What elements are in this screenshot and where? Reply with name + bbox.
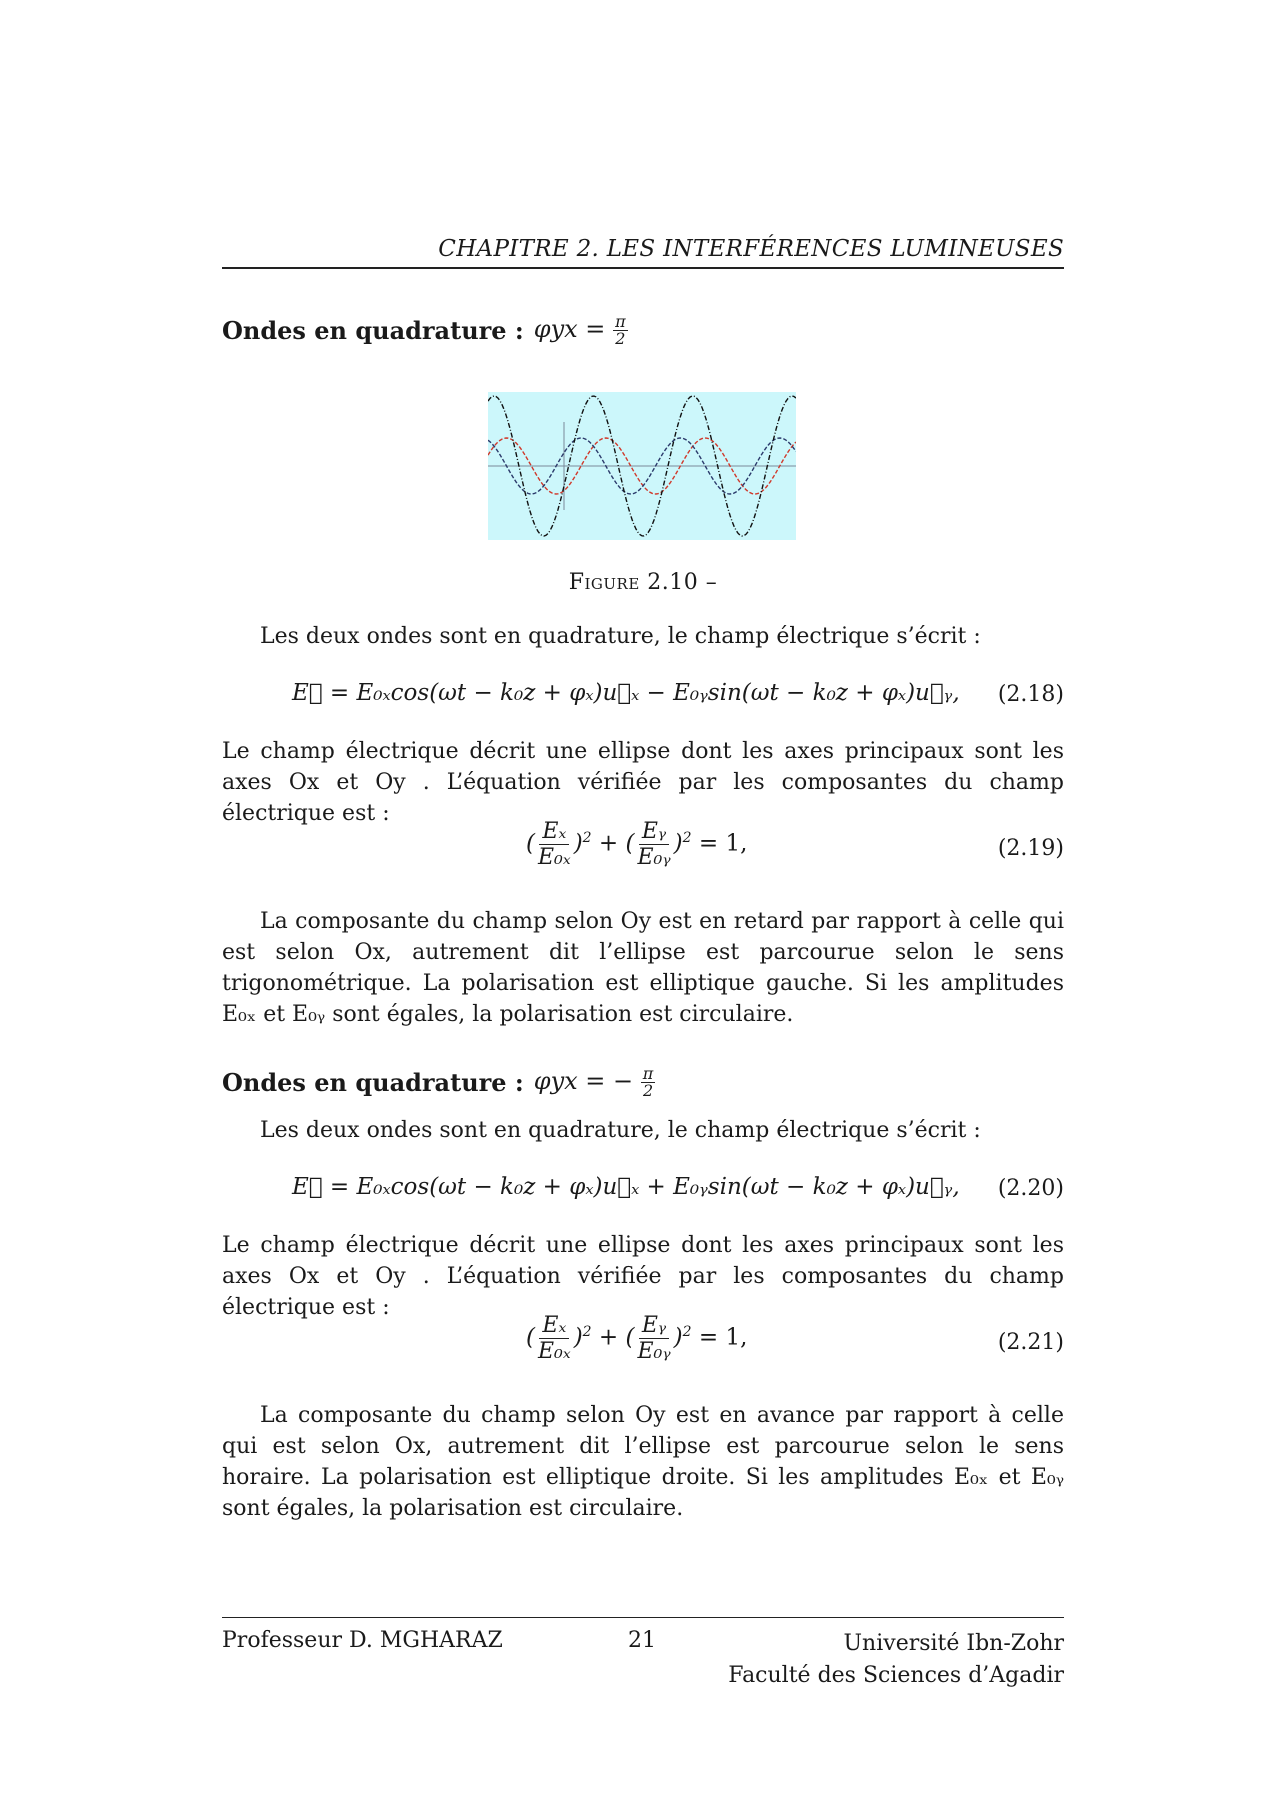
conclusion-paragraph-2: La composante du champ selon Oy est en avance par rapport à celle qui est selon Ox, autrement dit l’ellipse est parcourue selon le sens horaire. La polarisation est elliptique droite. Si les amplitudes E₀ₓ et E₀ᵧ sont égales, la polarisation est circulaire. (222, 1403, 1064, 1521)
footer-faculty: Faculté des Sciences d’Agadir (728, 1663, 1064, 1688)
footer-author: Professeur D. MGHARAZ (222, 1628, 503, 1653)
eq219-frac1: $\frac{\text{Eₓ}}{\text{E₀ₓ}}$ (537, 819, 571, 871)
equation-number-2-18: (2.18) (997, 682, 1064, 707)
equation-number-2-19: (2.19) (997, 836, 1064, 861)
page-number: 21 (628, 1628, 656, 1653)
equation-number-2-21: (2.21) (997, 1330, 1064, 1355)
description-paragraph-1: Le champ électrique décrit une ellipse dont les axes principaux sont les axes Ox et Oy . L’équation vérifiée par les composantes du champ électrique est : (222, 739, 1064, 826)
section-heading-2-phase: φyx = − $\frac{\pi}{2}$ (533, 1064, 654, 1100)
phase-fraction-1: $\frac{\pi}{2}$ (615, 312, 626, 348)
running-header: CHAPITRE 2. LES INTERFÉRENCES LUMINEUSES (438, 236, 1064, 262)
intro-paragraph-1: Les deux ondes sont en quadrature, le champ électrique s’écrit : (260, 624, 981, 649)
section-heading-2 (222, 1066, 655, 1099)
equation-number-2-20: (2.20) (997, 1176, 1064, 1201)
footer-institution (728, 1628, 1064, 1692)
description-paragraph-2: Le champ électrique décrit une ellipse dont les axes principaux sont les axes Ox et Oy . L’équation vérifiée par les composantes du champ électrique est : (222, 1233, 1064, 1320)
section-heading-1-label: Ondes en quadrature : (222, 316, 524, 345)
footer-university: Université Ibn-Zohr (843, 1631, 1064, 1656)
figure-caption: Figure 2.10 – (568, 570, 718, 595)
section-heading-2-label: Ondes en quadrature : (222, 1068, 524, 1097)
intro-paragraph-2: Les deux ondes sont en quadrature, le champ électrique s’écrit : (260, 1118, 981, 1143)
eq219-frac2: $\frac{\text{Eᵧ}}{\text{E₀ᵧ}}$ (637, 819, 671, 871)
equation-2-21: ( $\frac{\text{Eₓ}}{\text{E₀ₓ}}$ )$^2$ + ( $\frac{\text{Eᵧ}}{\text{E₀ᵧ}}$ )$^2$ = 1, (526, 1313, 748, 1365)
eq221-frac2: $\frac{\text{Eᵧ}}{\text{E₀ᵧ}}$ (637, 1313, 671, 1365)
section-heading-1 (222, 314, 628, 347)
wave-figure (488, 392, 796, 540)
section-heading-1-phase: φyx = $\frac{\pi}{2}$ (533, 312, 626, 348)
conclusion-paragraph-1: La composante du champ selon Oy est en retard par rapport à celle qui est selon Ox, autrement dit l’ellipse est parcourue selon le sens trigonométrique. La polarisation est elliptique gauche. Si les amplitudes E₀ₓ et E₀ᵧ sont égales, la polarisation est circulaire. (222, 909, 1064, 1027)
header-rule (222, 267, 1064, 269)
equation-2-19: ( $\frac{\text{Eₓ}}{\text{E₀ₓ}}$ )$^2$ + ( $\frac{\text{Eᵧ}}{\text{E₀ᵧ}}$ )$^2$ = 1, (526, 819, 748, 871)
eq221-frac1: $\frac{\text{Eₓ}}{\text{E₀ₓ}}$ (537, 1313, 571, 1365)
equation-2-18: E⃗ = E₀ₓcos(ωt − k₀z + φₓ)u⃗ₓ − E₀ᵧsin(ωt − k₀z + φₓ)u⃗ᵧ, (292, 680, 960, 706)
equation-2-20: E⃗ = E₀ₓcos(ωt − k₀z + φₓ)u⃗ₓ + E₀ᵧsin(ωt − k₀z + φₓ)u⃗ᵧ, (292, 1174, 960, 1200)
phase-fraction-2: $\frac{\pi}{2}$ (642, 1064, 654, 1100)
footer-rule (222, 1617, 1064, 1618)
